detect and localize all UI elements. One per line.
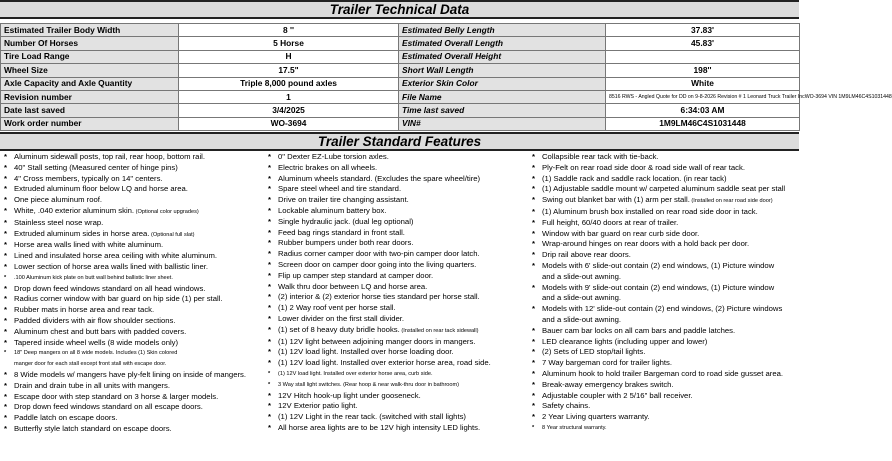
feature-text: Feed bag rings standard in front stall. bbox=[278, 227, 405, 237]
feature-item bbox=[532, 423, 799, 434]
spec-label: Estimated Overall Length bbox=[399, 37, 606, 50]
spec-value: WO-3694 bbox=[179, 117, 399, 130]
feature-text: (1) Saddle rack and saddle rack location. (in rear tack) bbox=[542, 173, 727, 183]
feature-text: (1) Adjustable saddle mount w/ carpeted aluminum saddle seat per stall bbox=[542, 184, 786, 194]
spec-label: Estimated Belly Length bbox=[399, 24, 606, 37]
feature-item bbox=[268, 174, 528, 185]
spec-label: Time last saved bbox=[399, 104, 606, 117]
features-column-3 bbox=[532, 152, 799, 434]
feature-item bbox=[532, 250, 799, 261]
feature-item bbox=[532, 195, 799, 207]
feature-item bbox=[4, 229, 262, 241]
tech-row bbox=[1, 90, 800, 103]
spec-value: H bbox=[179, 50, 399, 63]
feature-item bbox=[532, 283, 799, 294]
spec-value: 8516 RWS - Angled Quote for DD on 9-8-2026 Revision # 1 Leonard Truck Trailer IncWO-3694 VIN 1M9LM46C4S1031448 bbox=[606, 90, 800, 103]
spec-value: White bbox=[606, 77, 800, 90]
feature-text: 12V Exterior patio light. bbox=[278, 401, 358, 411]
feature-text: Collapsible rear tack with tie-back. bbox=[542, 152, 659, 161]
feature-item bbox=[268, 184, 528, 195]
feature-text: Drop down feed windows standard on all escape doors. bbox=[14, 402, 203, 412]
feature-item bbox=[4, 402, 262, 413]
feature-text: Full height, 60/40 doors at rear of trailer. bbox=[542, 217, 679, 227]
feature-text: Drain and drain tube in all units with mangers. bbox=[14, 380, 170, 390]
spec-label: Estimated Trailer Body Width bbox=[1, 24, 179, 37]
feature-item bbox=[4, 251, 262, 262]
feature-text: 12V Hitch hook-up light under gooseneck. bbox=[278, 390, 421, 400]
feature-text: 40" Stall setting (Measured center of hinge pins) bbox=[14, 162, 178, 172]
tech-row bbox=[1, 50, 800, 63]
feature-item bbox=[4, 424, 262, 435]
feature-text: LED clearance lights (including upper and lower) bbox=[542, 336, 708, 346]
feature-text: 0" Dexter EZ-Lube torsion axles. bbox=[278, 152, 389, 161]
feature-item bbox=[532, 239, 799, 250]
feature-item bbox=[4, 413, 262, 424]
feature-item bbox=[4, 273, 262, 284]
feature-item bbox=[4, 338, 262, 349]
feature-item bbox=[268, 337, 528, 348]
feature-text: Drop down feed windows standard on all head windows. bbox=[14, 283, 206, 293]
feature-text: Electric brakes on all wheels. bbox=[278, 162, 378, 172]
feature-text: (2) Sets of LED stop/tail lights. bbox=[542, 347, 646, 357]
feature-item bbox=[532, 380, 799, 391]
feature-text: Butterfly style latch standard on escape doors. bbox=[14, 423, 172, 433]
feature-item bbox=[4, 359, 262, 370]
feature-text: (1) 12V load light. Installed over exterior horse area, road side. bbox=[278, 358, 491, 368]
feature-item bbox=[532, 315, 799, 326]
feature-text: .100 Aluminum kick plate on butt wall behind ballistic liner sheet. bbox=[14, 274, 173, 281]
feature-text: Radius corner window with bar guard on hip side (1) per stall. bbox=[14, 294, 223, 304]
feature-item bbox=[4, 240, 262, 251]
feature-text: Break-away emergency brakes switch. bbox=[542, 379, 674, 389]
feature-text: and a slide-out awning. bbox=[542, 314, 622, 324]
feature-item bbox=[4, 218, 262, 229]
feature-text: Aluminum sidewall posts, top rail, rear hoop, bottom rail. bbox=[14, 152, 205, 161]
technical-data-table bbox=[0, 23, 892, 131]
feature-item bbox=[532, 184, 799, 195]
feature-item bbox=[268, 238, 528, 249]
feature-text: Wrap-around hinges on rear doors with a hold back per door. bbox=[542, 239, 750, 249]
feature-item bbox=[532, 152, 799, 163]
feature-text: 7 Way bargeman cord for trailer lights. bbox=[542, 358, 673, 368]
feature-item bbox=[4, 316, 262, 327]
feature-text: manger door for each stall except front stall with escape door. bbox=[14, 361, 167, 368]
feature-item bbox=[268, 423, 528, 434]
spec-value: 37.83' bbox=[606, 24, 800, 37]
feature-item bbox=[268, 282, 528, 293]
tech-row bbox=[1, 64, 800, 77]
feature-item bbox=[532, 163, 799, 174]
feature-item bbox=[4, 348, 262, 359]
feature-item bbox=[268, 412, 528, 423]
feature-text: Extruded aluminum sides in horse area. bbox=[14, 228, 150, 238]
feature-item bbox=[532, 207, 799, 218]
feature-text: Flip up camper step standard at camper door. bbox=[278, 270, 434, 280]
feature-item bbox=[268, 271, 528, 282]
feature-text: Rubber bumpers under both rear doors. bbox=[278, 238, 414, 248]
feature-note: (Installed on rear road side door) bbox=[689, 198, 773, 205]
feature-item bbox=[4, 195, 262, 206]
feature-text: Drive on trailer tire changing assistant. bbox=[278, 195, 409, 205]
feature-text: Lower divider on the first stall divider. bbox=[278, 313, 405, 323]
feature-text: Ply-Felt on rear road side door & road side wall of rear tack. bbox=[542, 162, 745, 172]
feature-text: Horse area walls lined with white aluminum. bbox=[14, 240, 164, 250]
feature-item bbox=[268, 217, 528, 228]
standard-features-header: Trailer Standard Features bbox=[0, 132, 799, 151]
feature-text: Models with 6' slide-out contain (2) end windows, (1) Picture window bbox=[542, 260, 775, 270]
feature-item bbox=[4, 370, 262, 381]
feature-item bbox=[4, 174, 262, 185]
feature-text: Padded dividers with air flow shoulder sections. bbox=[14, 315, 176, 325]
spec-label: Axle Capacity and Axle Quantity bbox=[1, 77, 179, 90]
feature-text: and a slide-out awning. bbox=[542, 271, 622, 281]
spec-label: Date last saved bbox=[1, 104, 179, 117]
spec-value: 8 '' bbox=[179, 24, 399, 37]
feature-text: (1) 12V load light. Installed over exterior horse area, curb side. bbox=[278, 370, 433, 377]
feature-item bbox=[268, 401, 528, 412]
feature-item bbox=[268, 206, 528, 217]
feature-text: Adjustable coupler with 2 5/16" ball receiver. bbox=[542, 390, 693, 400]
feature-text: (1) 12V Light in the rear tack. (switched with stall lights) bbox=[278, 412, 466, 422]
feature-text: Radius corner camper door with two-pin camper door latch. bbox=[278, 249, 480, 259]
spec-value: 3/4/2025 bbox=[179, 104, 399, 117]
feature-text: and a slide-out awning. bbox=[542, 293, 622, 303]
feature-item bbox=[268, 347, 528, 358]
spec-value: Triple 8,000 pound axles bbox=[179, 77, 399, 90]
feature-item bbox=[4, 163, 262, 174]
feature-text: (2) interior & (2) exterior horse ties standard per horse stall. bbox=[278, 292, 480, 302]
feature-item bbox=[268, 369, 528, 380]
spec-label: Work order number bbox=[1, 117, 179, 130]
tech-row bbox=[1, 104, 800, 117]
feature-text: Single hydraulic jack. (dual leg optional) bbox=[278, 216, 414, 226]
feature-item bbox=[4, 284, 262, 295]
feature-text: (1) 12V load light. Installed over horse loading door. bbox=[278, 347, 454, 357]
feature-text: Tapered inside wheel wells (8 wide models only) bbox=[14, 337, 179, 347]
feature-item bbox=[4, 262, 262, 273]
feature-text: 8 Wide models w/ mangers have ply-felt lining on inside of mangers. bbox=[14, 369, 247, 379]
feature-item bbox=[532, 272, 799, 283]
feature-text: Lined and insulated horse area ceiling with white aluminum. bbox=[14, 251, 217, 261]
spec-value: 5 Horse bbox=[179, 37, 399, 50]
feature-item bbox=[268, 380, 528, 391]
tech-row bbox=[1, 77, 800, 90]
feature-text: Paddle latch on escape doors. bbox=[14, 413, 118, 423]
feature-text: Escape door with step standard on 3 horse & larger models. bbox=[14, 391, 219, 401]
feature-item bbox=[532, 293, 799, 304]
spec-value: 45.83' bbox=[606, 37, 800, 50]
spec-value: 1 bbox=[179, 90, 399, 103]
spec-label: Estimated Overall Height bbox=[399, 50, 606, 63]
feature-text: (1) 2 Way roof vent per horse stall. bbox=[278, 303, 396, 313]
spec-value: 198'' bbox=[606, 64, 800, 77]
feature-text: Safety chains. bbox=[542, 401, 591, 411]
feature-text: Rubber mats in horse area and rear tack. bbox=[14, 305, 155, 315]
feature-note: (Installed on rear tack sidewall) bbox=[399, 327, 479, 334]
spec-label: VIN# bbox=[399, 117, 606, 130]
feature-item bbox=[4, 327, 262, 338]
feature-item bbox=[532, 218, 799, 229]
feature-item bbox=[532, 174, 799, 185]
spec-value: 6:34:03 AM bbox=[606, 104, 800, 117]
feature-text: Window with bar guard on rear curb side door. bbox=[542, 228, 700, 238]
feature-text: Bauer cam bar locks on all cam bars and paddle latches. bbox=[542, 325, 736, 335]
spec-value: 17.5" bbox=[179, 64, 399, 77]
feature-text: One piece aluminum roof. bbox=[14, 195, 103, 205]
feature-text: Screen door on camper door going into the living quarters. bbox=[278, 259, 477, 269]
spec-label: Number Of Horses bbox=[1, 37, 179, 50]
feature-item bbox=[532, 326, 799, 337]
feature-text: Stainless steel nose wrap. bbox=[14, 217, 104, 227]
spec-label: Tire Load Range bbox=[1, 50, 179, 63]
feature-item bbox=[4, 206, 262, 218]
feature-item bbox=[532, 229, 799, 240]
feature-item bbox=[4, 184, 262, 195]
feature-text: 4" Cross members, typically on 14" centers. bbox=[14, 173, 163, 183]
feature-item bbox=[268, 152, 528, 163]
feature-text: 2 Year Living quarters warranty. bbox=[542, 412, 650, 422]
feature-text: Aluminum wheels standard. (Excludes the spare wheel/tire) bbox=[278, 173, 481, 183]
tech-row bbox=[1, 117, 800, 130]
feature-note: (Optional color upgrades) bbox=[134, 208, 199, 215]
feature-item bbox=[532, 337, 799, 348]
feature-text: 3 Way stall light switches. (Rear hoop & near walk-thru door in bathroom) bbox=[278, 381, 460, 388]
feature-text: All horse area lights are to be 12V high intensity LED lights. bbox=[278, 422, 481, 432]
feature-item bbox=[4, 381, 262, 392]
feature-text: Walk thru door between LQ and horse area. bbox=[278, 281, 428, 291]
spec-label: Short Wall Length bbox=[399, 64, 606, 77]
spec-value bbox=[606, 50, 800, 63]
feature-text: Aluminum hook to hold trailer Bargeman cord to road side gusset area. bbox=[542, 368, 784, 378]
technical-data-header: Trailer Technical Data bbox=[0, 0, 799, 19]
feature-item bbox=[268, 195, 528, 206]
feature-item bbox=[532, 369, 799, 380]
feature-item bbox=[532, 391, 799, 402]
feature-item bbox=[268, 314, 528, 325]
feature-item bbox=[268, 260, 528, 271]
features-column-1 bbox=[4, 152, 262, 435]
feature-text: Extruded aluminum floor below LQ and horse area. bbox=[14, 184, 188, 194]
spec-value: 1M9LM46C4S1031448 bbox=[606, 117, 800, 130]
feature-item bbox=[532, 347, 799, 358]
tech-row bbox=[1, 24, 800, 37]
feature-item bbox=[4, 305, 262, 316]
feature-item bbox=[268, 292, 528, 303]
feature-item bbox=[532, 304, 799, 315]
feature-item bbox=[532, 401, 799, 412]
feature-text: Drip rail above rear doors. bbox=[542, 250, 631, 260]
feature-item bbox=[4, 392, 262, 403]
feature-item bbox=[268, 358, 528, 369]
feature-item bbox=[268, 391, 528, 402]
feature-item bbox=[4, 152, 262, 163]
feature-item bbox=[268, 163, 528, 174]
feature-item bbox=[532, 261, 799, 272]
feature-text: (1) Aluminum brush box installed on rear road side door in tack. bbox=[542, 206, 758, 216]
feature-text: 18" Deep mangers on all 8 wide models. Includes (1) Skin colored bbox=[14, 350, 178, 357]
feature-text: Lower section of horse area walls lined with ballistic liner. bbox=[14, 261, 208, 271]
feature-item bbox=[268, 325, 528, 337]
feature-item bbox=[268, 303, 528, 314]
feature-text: Swing out blanket bar with (1) arm per stall. bbox=[542, 195, 690, 205]
feature-item bbox=[268, 249, 528, 260]
spec-label: Exterior Skin Color bbox=[399, 77, 606, 90]
feature-text: (1) set of 8 heavy duty bridle hooks. bbox=[278, 324, 400, 334]
spec-label: Revision number bbox=[1, 90, 179, 103]
feature-text: 8 Year structural warranty. bbox=[542, 424, 607, 431]
feature-item bbox=[4, 294, 262, 305]
feature-text: Models with 9' slide-out contain (2) end windows, (1) Picture window bbox=[542, 282, 775, 292]
feature-note: (Optional full slat) bbox=[149, 231, 195, 238]
feature-text: Spare steel wheel and tire standard. bbox=[278, 184, 402, 194]
spec-label: Wheel Size bbox=[1, 64, 179, 77]
tech-row bbox=[1, 37, 800, 50]
spec-label: File Name bbox=[399, 90, 606, 103]
feature-item bbox=[532, 358, 799, 369]
feature-text: (1) 12V light between adjoining manger doors in mangers. bbox=[278, 336, 476, 346]
feature-text: Lockable aluminum battery box. bbox=[278, 205, 387, 215]
feature-text: White, .040 exterior aluminum skin. bbox=[14, 205, 135, 215]
feature-item bbox=[268, 228, 528, 239]
feature-item bbox=[532, 412, 799, 423]
feature-text: Models with 12' slide-out contain (2) end windows, (2) Picture windows bbox=[542, 304, 783, 314]
feature-text: Aluminum chest and butt bars with padded covers. bbox=[14, 326, 187, 336]
features-column-2 bbox=[268, 152, 528, 434]
